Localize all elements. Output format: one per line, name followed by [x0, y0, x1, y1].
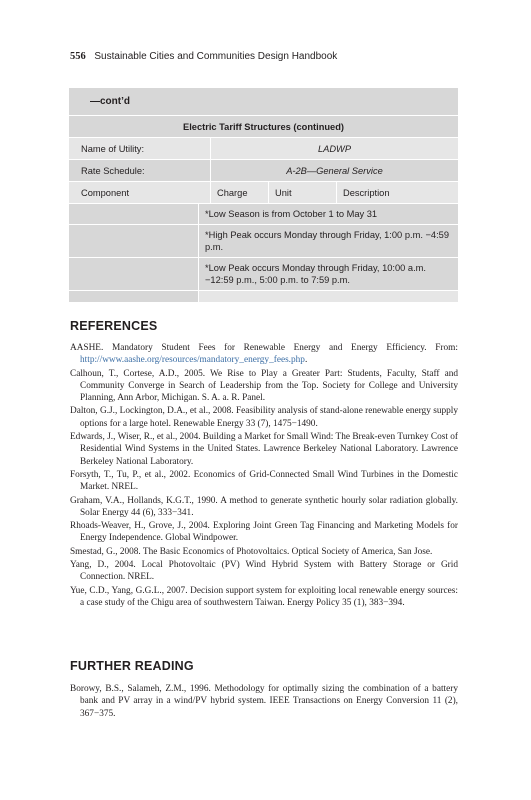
reference-item: Edwards, J., Wiser, R., et al., 2004. Building a Market for Small Wind: The Break-even Turnkey Cost of Residential Wind Systems in the United States. Lawrence Berkeley National Laboratory. Lawrence Berkeley National Laboratory. — [70, 432, 458, 467]
further-reading-heading: FURTHER READING — [70, 659, 194, 673]
header-component: Component — [81, 187, 130, 198]
header-description: Description — [336, 182, 458, 203]
table-note-row — [69, 203, 458, 224]
note-text: *Low Peak occurs Monday through Friday, 10:00 a.m. −12:59 p.m., 5:00 p.m. to 7:59 p.m. — [198, 258, 458, 290]
table-bottom-row — [69, 290, 458, 302]
reference-link[interactable]: http://www.aashe.org/resources/mandatory_energy_fees.php — [80, 355, 305, 366]
page-number: 556 — [70, 51, 86, 62]
row-key: Rate Schedule: — [81, 165, 145, 176]
references-heading: REFERENCES — [70, 319, 158, 333]
reference-item: Dalton, G.J., Lockington, D.A., et al., 2008. Feasibility analysis of stand-alone renewable energy supply options for a large hotel. Renewable Energy 33 (7), 1475−1490. — [70, 406, 458, 429]
table-row — [69, 159, 458, 181]
reference-item: AASHE. Mandatory Student Fees for Renewable Energy and Energy Efficiency. From: http://www.aashe.org/resources/mandatory_energy_fees.php. — [70, 343, 458, 366]
note-text: *High Peak occurs Monday through Friday, 1:00 p.m. −4:59 p.m. — [198, 225, 458, 257]
cont-label: —cont’d — [90, 96, 130, 107]
reference-item: Borowy, B.S., Salameh, Z.M., 1996. Methodology for optimally sizing the combination of a battery bank and PV array in a wind/PV hybrid system. IEEE Transactions on Energy Conversion 11 (2), 367−375. — [70, 684, 458, 719]
reference-item: Forsyth, T., Tu, P., et al., 2002. Economics of Grid-Connected Small Wind Turbines in the Domestic Market. NREL. — [70, 469, 458, 493]
table-header-row — [69, 181, 458, 203]
reference-item: Calhoun, T., Cortese, A.D., 2005. We Rise to Play a Greater Part: Students, Faculty, Staff and Community Converge in Search of Leadership from the Top. Society for College and University Planning, Ann Arbor, Michigan. S. A. a. R. Panel. — [70, 368, 458, 404]
row-value: A-2B—General Service — [210, 160, 458, 181]
reference-item: Yang, D., 2004. Local Photovoltaic (PV) Wind Hybrid System with Battery Storage or Grid Connection. NREL. — [70, 560, 458, 583]
further-reading-list — [70, 683, 458, 721]
note-text: *Low Season is from October 1 to May 31 — [198, 204, 458, 224]
row-value: LADWP — [210, 138, 458, 159]
reference-item: Rhoads-Weaver, H., Grove, J., 2004. Exploring Joint Green Tag Financing and Marketing Models for Energy Independence. Global Windpower. — [70, 521, 458, 544]
references-list — [70, 342, 458, 610]
row-key: Name of Utility: — [81, 143, 145, 154]
page-header — [70, 51, 470, 62]
reference-item: Yue, C.D., Yang, G.G.L., 2007. Decision support system for exploiting local renewable energy sources: a case study of the Chigu area of southwestern Taiwan. Energy Policy 35 (1), 383−394. — [70, 585, 458, 608]
reference-item: Graham, V.A., Hollands, K.G.T., 1990. A method to generate synthetic hourly solar radiation globally. Solar Energy 44 (6), 333−341. — [70, 495, 458, 518]
header-charge: Charge — [210, 182, 268, 203]
reference-item: Smestad, G., 2008. The Basic Economics of Photovoltaics. Optical Society of America, San Jose. — [70, 546, 433, 557]
header-unit: Unit — [268, 182, 336, 203]
table-title-row — [69, 115, 458, 137]
table-note-row — [69, 257, 458, 290]
running-title: Sustainable Cities and Communities Design Handbook — [94, 51, 338, 62]
tariff-table — [69, 88, 458, 302]
table-note-row — [69, 224, 458, 257]
table-title: Electric Tariff Structures (continued) — [183, 121, 344, 132]
table-row — [69, 137, 458, 159]
table-continued-label — [69, 88, 458, 115]
